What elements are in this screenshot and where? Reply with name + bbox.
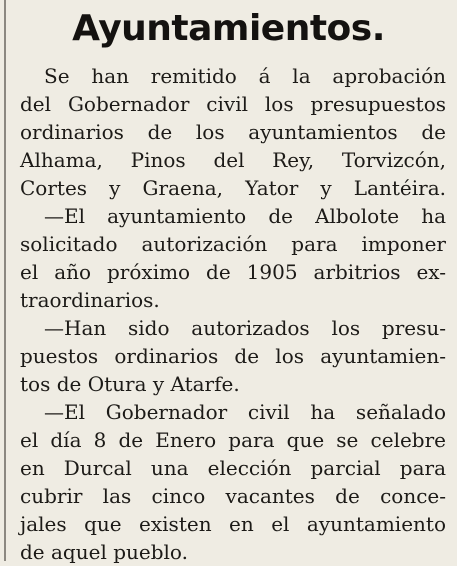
article-line: tos de Otura y Atarfe. <box>20 372 240 396</box>
article-line: —El ayuntamiento de Albolote ha <box>44 204 446 228</box>
article-line: en Durcal una elección parcial para <box>20 456 446 480</box>
article-line: de aquel pueblo. <box>20 540 188 564</box>
article-title: Ayuntamientos. <box>72 8 385 49</box>
article-line: puestos ordinarios de los ayuntamien- <box>20 344 446 368</box>
article-line: el día 8 de Enero para que se celebre <box>20 428 446 452</box>
column-rule <box>4 0 6 561</box>
article-body <box>20 62 446 566</box>
article-line: jales que existen en el ayuntamiento <box>20 512 446 536</box>
article-line: cubrir las cinco vacantes de conce- <box>20 484 446 508</box>
article-line: Alhama, Pinos del Rey, Torvizcón, <box>20 148 446 172</box>
article-line: Cortes y Graena, Yator y Lantéira. <box>20 176 446 200</box>
article-line: —El Gobernador civil ha señalado <box>44 400 446 424</box>
article-line: el año próximo de 1905 arbitrios ex- <box>20 260 446 284</box>
article-line: Se han remitido á la aprobación <box>44 64 446 88</box>
article-line: traordinarios. <box>20 288 160 312</box>
article-line: ordinarios de los ayuntamientos de <box>20 120 446 144</box>
article-line: —Han sido autorizados los presu- <box>44 316 446 340</box>
article-line: solicitado autorización para imponer <box>20 232 446 256</box>
article-line: del Gobernador civil los presupuestos <box>20 92 446 116</box>
